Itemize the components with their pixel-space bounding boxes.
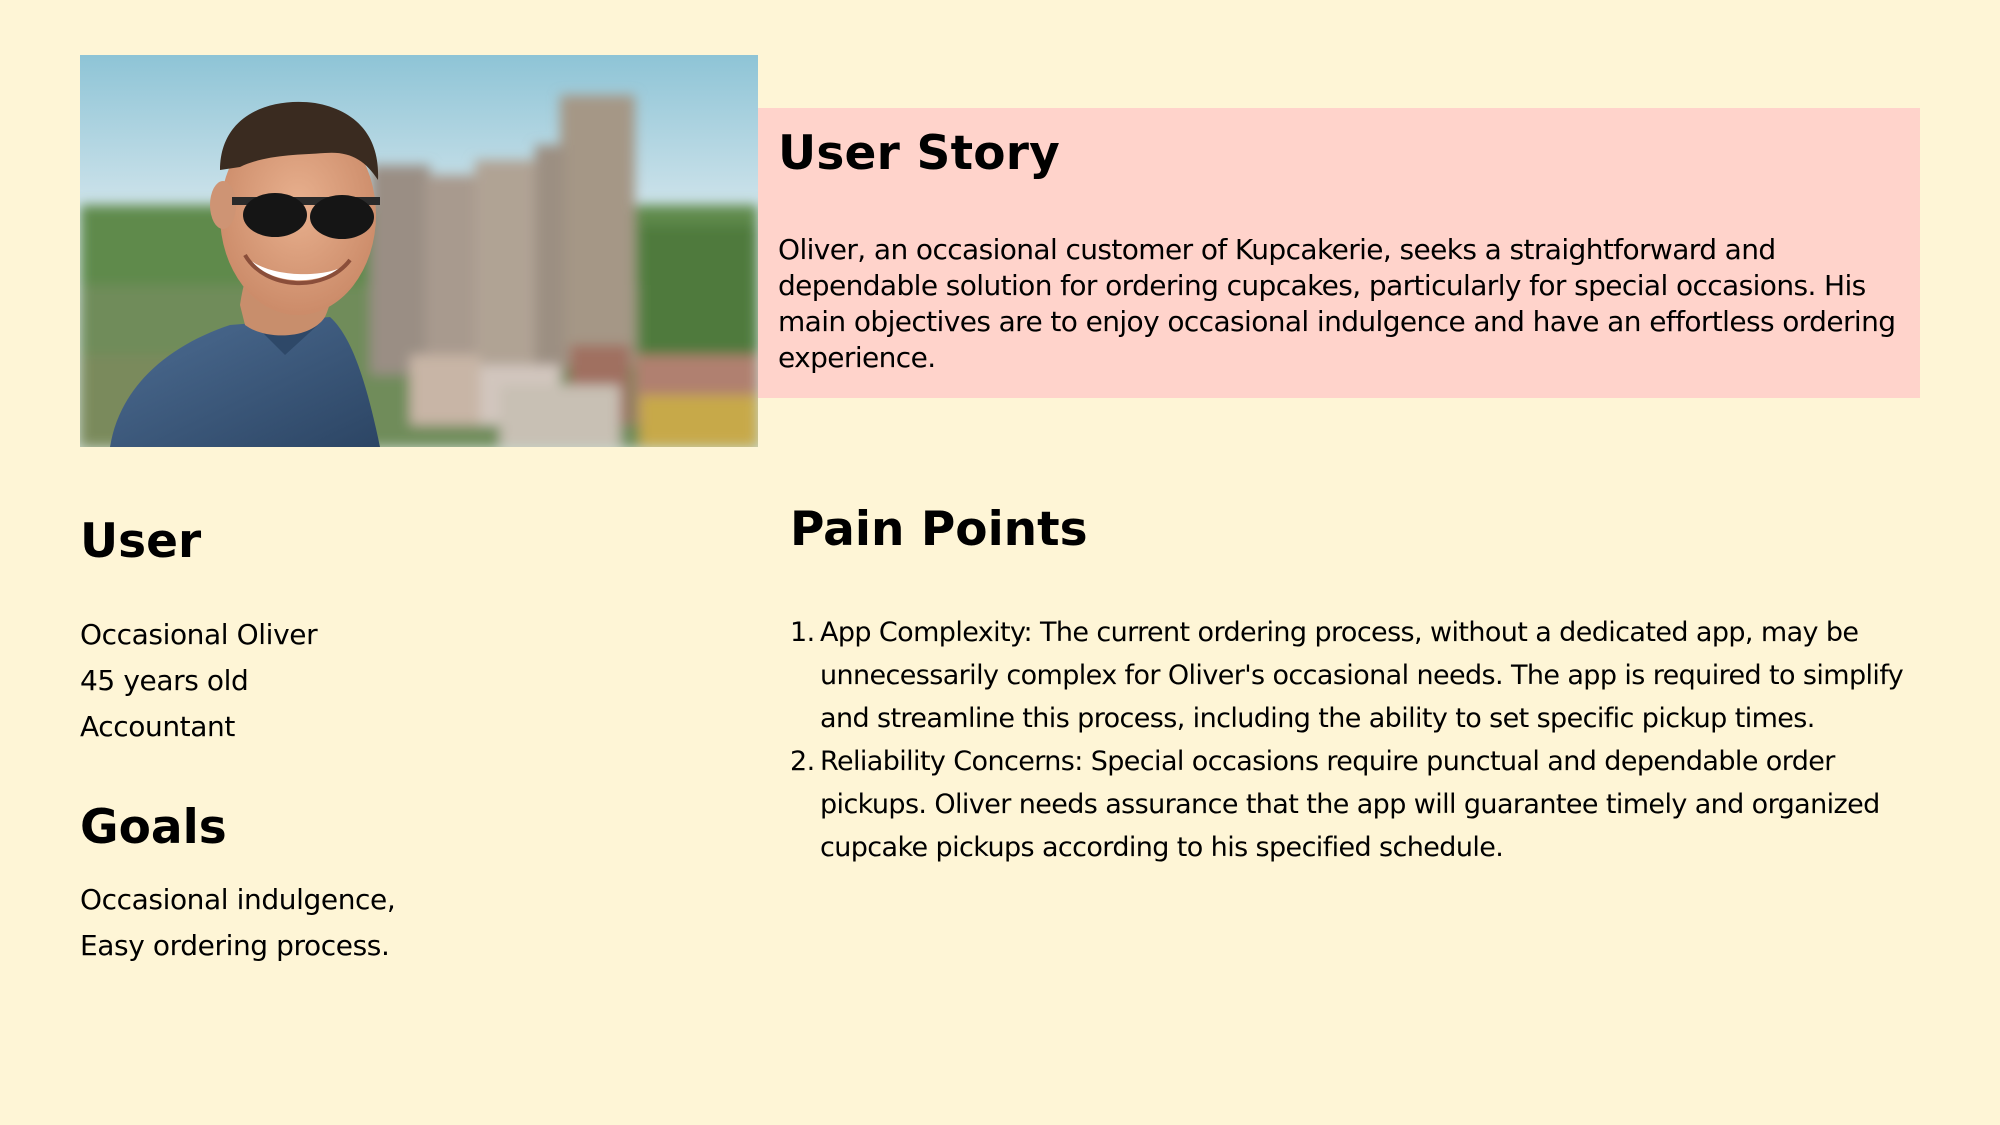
pain-point-item bbox=[790, 611, 1915, 740]
goals-section-title: Goals bbox=[80, 800, 227, 855]
user-occupation: Accountant bbox=[80, 710, 235, 743]
user-story-panel bbox=[758, 108, 1920, 398]
persona-photo-illustration bbox=[80, 55, 758, 447]
pain-points-list bbox=[790, 611, 1915, 869]
user-section-title: User bbox=[80, 514, 202, 569]
user-age: 45 years old bbox=[80, 664, 249, 697]
goals-list bbox=[80, 877, 395, 969]
user-story-text: Oliver, an occasional customer of Kupcakerie, seeks a straightforward and dependable solution for ordering cupcakes, particularly for special occasions. His main objectives are to enjoy occasional indulgence and have an effortless ordering experience. bbox=[778, 233, 1896, 374]
pain-point-text: Reliability Concerns: Special occasions require punctual and dependable order pickups. Oliver needs assurance that the app will guarantee timely and organized cupcake pickups according to his specified schedule. bbox=[820, 746, 1880, 863]
pain-point-number: 1. bbox=[790, 617, 815, 648]
pain-point-text: App Complexity: The current ordering process, without a dedicated app, may be unnecessarily complex for Oliver's occasional needs. The app is required to simplify and streamline this process, including the ability to set specific pickup times. bbox=[820, 617, 1904, 734]
goal-item: Easy ordering process. bbox=[80, 929, 390, 962]
pain-points-title: Pain Points bbox=[790, 502, 1088, 557]
goal-item: Occasional indulgence, bbox=[80, 883, 396, 916]
user-story-title: User Story bbox=[778, 126, 1060, 181]
user-details bbox=[80, 612, 317, 750]
pain-point-number: 2. bbox=[790, 746, 815, 777]
pain-point-item bbox=[790, 740, 1915, 869]
user-name: Occasional Oliver bbox=[80, 618, 318, 651]
persona-photo bbox=[80, 55, 758, 447]
